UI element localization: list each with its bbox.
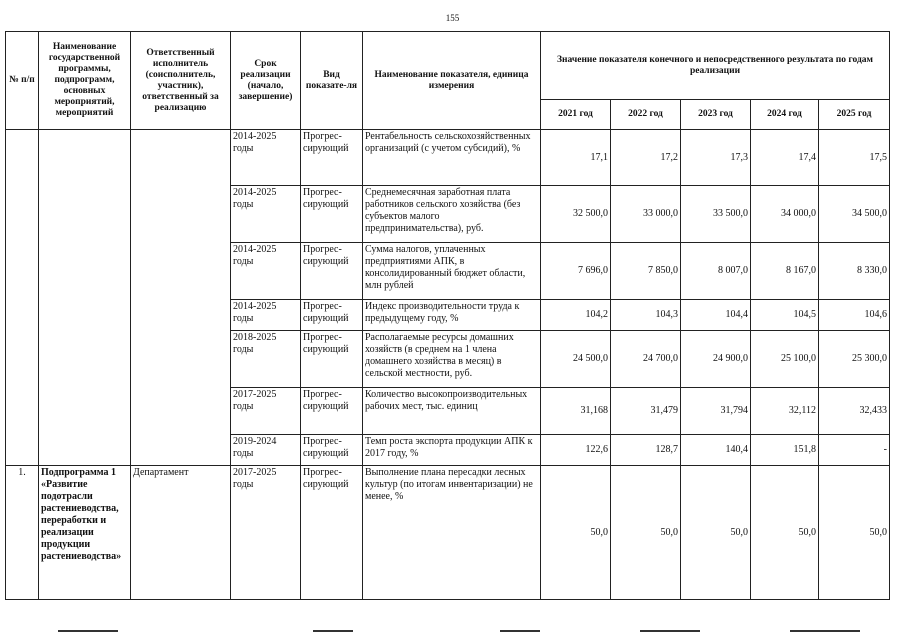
divider: [313, 630, 353, 632]
header-indicator: Наименование показателя, единица измерения: [363, 32, 541, 130]
cell-term: 2014-2025 годы: [231, 186, 301, 243]
cell-resp-empty: [131, 130, 231, 466]
cell-value: 17,3: [681, 130, 751, 186]
cell-value: 17,1: [541, 130, 611, 186]
page-number: 155: [445, 13, 460, 23]
subprogram-num: 1.: [6, 466, 39, 600]
cell-value: 104,3: [611, 300, 681, 331]
cell-value: 50,0: [681, 466, 751, 600]
cell-value: 128,7: [611, 435, 681, 466]
cell-value: 50,0: [611, 466, 681, 600]
cell-value: 50,0: [541, 466, 611, 600]
cell-value: 50,0: [751, 466, 819, 600]
cell-indicator: Рентабельность сельскохозяйственных организаций (с учетом субсидий), %: [363, 130, 541, 186]
cell-indicator: Выполнение плана пересадки лесных культур (по итогам инвентаризации) не менее, %: [363, 466, 541, 600]
cell-type: Прогрес-сирующий: [301, 435, 363, 466]
indicators-table: [5, 31, 890, 600]
header-year: 2021 год: [541, 100, 611, 130]
cell-value: 104,2: [541, 300, 611, 331]
divider: [500, 630, 540, 632]
cell-indicator: Темп роста экспорта продукции АПК к 2017 году, %: [363, 435, 541, 466]
cell-value: 24 700,0: [611, 331, 681, 388]
header-type: Вид показате-ля: [301, 32, 363, 130]
cell-type: Прогрес-сирующий: [301, 388, 363, 435]
cell-value: 104,4: [681, 300, 751, 331]
header-num: № п/п: [6, 32, 39, 130]
header-term: Срок реализации (начало, завершение): [231, 32, 301, 130]
cell-term: 2018-2025 годы: [231, 331, 301, 388]
cell-value: 17,5: [819, 130, 890, 186]
cell-value: 8 167,0: [751, 243, 819, 300]
cell-value: 7 850,0: [611, 243, 681, 300]
header-year: 2024 год: [751, 100, 819, 130]
cell-value: 31,794: [681, 388, 751, 435]
cell-value: 151,8: [751, 435, 819, 466]
cell-value: 34 500,0: [819, 186, 890, 243]
cell-name-empty: [39, 130, 131, 466]
cell-value: 33 000,0: [611, 186, 681, 243]
cell-value: 32,112: [751, 388, 819, 435]
cell-value: 31,479: [611, 388, 681, 435]
header-year: 2022 год: [611, 100, 681, 130]
cell-value: 140,4: [681, 435, 751, 466]
subprogram-row: [6, 466, 890, 600]
cell-indicator: Сумма налогов, уплаченных предприятиями АПК, в консолидированный бюджет области, млн рублей: [363, 243, 541, 300]
cell-value: 50,0: [819, 466, 890, 600]
cell-value: 122,6: [541, 435, 611, 466]
cell-value: 32,433: [819, 388, 890, 435]
cell-num-empty: [6, 130, 39, 466]
subprogram-name: Подпрограмма 1 «Развитие подотрасли растениеводства, переработки и реализации продукции растениеводства»: [39, 466, 131, 600]
cell-indicator: Среднемесячная заработная плата работников сельского хозяйства (без субъектов малого предпринимательства), руб.: [363, 186, 541, 243]
cell-value: 25 100,0: [751, 331, 819, 388]
table-row: [6, 130, 890, 186]
cell-type: Прогрес-сирующий: [301, 186, 363, 243]
cell-term: 2014-2025 годы: [231, 130, 301, 186]
cell-indicator: Количество высокопроизводительных рабочих мест, тыс. единиц: [363, 388, 541, 435]
cell-term: 2019-2024 годы: [231, 435, 301, 466]
divider: [640, 630, 700, 632]
header-responsible: Ответственный исполнитель (соисполнитель, участник), ответственный за реализацию: [131, 32, 231, 130]
cell-type: Прогрес-сирующий: [301, 300, 363, 331]
cell-value: -: [819, 435, 890, 466]
cell-type: Прогрес-сирующий: [301, 243, 363, 300]
cell-value: 31,168: [541, 388, 611, 435]
cell-indicator: Располагаемые ресурсы домашних хозяйств (в среднем на 1 члена домашнего хозяйства в месяц) в сельской местности, руб.: [363, 331, 541, 388]
cell-value: 34 000,0: [751, 186, 819, 243]
cell-type: Прогрес-сирующий: [301, 466, 363, 600]
cell-value: 32 500,0: [541, 186, 611, 243]
header-values-group: Значение показателя конечного и непосредственного результата по годам реализации: [541, 32, 890, 100]
cell-value: 8 330,0: [819, 243, 890, 300]
cell-term: 2014-2025 годы: [231, 243, 301, 300]
cell-term: 2017-2025 годы: [231, 466, 301, 600]
cell-value: 25 300,0: [819, 331, 890, 388]
cell-value: 8 007,0: [681, 243, 751, 300]
cell-indicator: Индекс производительности труда к предыдущему году, %: [363, 300, 541, 331]
cell-value: 24 900,0: [681, 331, 751, 388]
header-year: 2025 год: [819, 100, 890, 130]
cell-term: 2017-2025 годы: [231, 388, 301, 435]
cell-value: 104,5: [751, 300, 819, 331]
header-name: Наименование государственной программы, подпрограмм, основных мероприятий, мероприятий: [39, 32, 131, 130]
cell-value: 17,2: [611, 130, 681, 186]
cell-value: 24 500,0: [541, 331, 611, 388]
subprogram-responsible: Департамент: [131, 466, 231, 600]
divider: [58, 630, 118, 632]
cell-type: Прогрес-сирующий: [301, 130, 363, 186]
cell-value: 7 696,0: [541, 243, 611, 300]
cell-type: Прогрес-сирующий: [301, 331, 363, 388]
cell-term: 2014-2025 годы: [231, 300, 301, 331]
scan-footer-marks: [0, 630, 905, 634]
cell-value: 33 500,0: [681, 186, 751, 243]
header-year: 2023 год: [681, 100, 751, 130]
cell-value: 17,4: [751, 130, 819, 186]
cell-value: 104,6: [819, 300, 890, 331]
divider: [790, 630, 860, 632]
